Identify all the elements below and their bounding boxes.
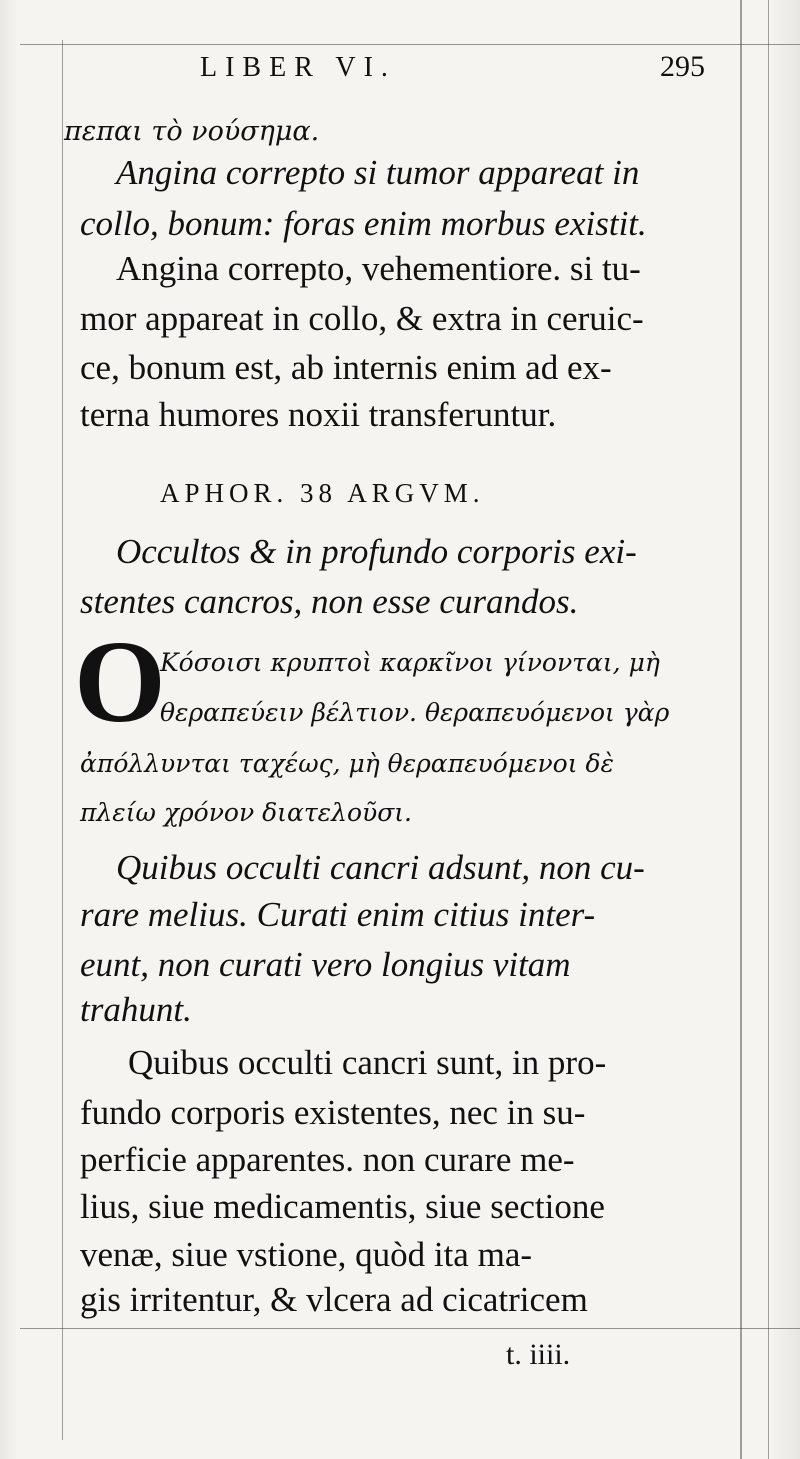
running-head: [0, 52, 800, 92]
greek-line-1: Κόσοισι κρυπτοὶ καρκῖνοι γίνονται, μὴ: [160, 648, 660, 677]
paragraph-3-line-3: eunt, non curati vero longius vitam: [80, 945, 571, 984]
greek-line-3: ἀπόλλυνται ταχέως, μὴ θεραπευόμενοι δὲ: [80, 749, 614, 778]
rule-edge: [768, 0, 769, 1459]
paragraph-4-line-1: Quibus occulti cancri sunt, in pro-: [128, 1043, 607, 1082]
paragraph-3-line-1: Quibus occulti cancri adsunt, non cu-: [116, 848, 645, 887]
drop-capital: O: [74, 616, 166, 747]
aphorism-heading: APHOR. 38 ARGVM.: [160, 478, 485, 508]
paragraph-4-line-6: gis irritentur, & vlcera ad cicatricem: [80, 1280, 588, 1319]
paragraph-3-line-2: rare melius. Curati enim citius inter-: [80, 895, 596, 934]
greek-line-4: πλείω χρόνον διατελοῦσι.: [80, 798, 413, 827]
greek-line-2: θεραπεύειν βέλτιον. θεραπευόμενοι γὰρ: [160, 698, 670, 727]
rule-right: [740, 0, 742, 1459]
running-title: LIBER VI.: [200, 52, 396, 83]
paragraph-4-line-3: perficie apparentes. non curare me-: [80, 1140, 575, 1179]
paragraph-4-line-4: lius, siue medicamentis, siue sectione: [80, 1187, 605, 1226]
paragraph-4-line-2: fundo corporis existentes, nec in su-: [80, 1093, 586, 1132]
paragraph-1-line-1: Angina correpto si tumor appareat in: [116, 153, 640, 192]
argument-line-1: Occultos & in profundo corporis exi-: [116, 532, 637, 571]
paragraph-2-line-4: terna humores noxii transferuntur.: [80, 395, 557, 434]
rule-bottom: [20, 1328, 800, 1329]
rule-left: [62, 40, 63, 1440]
paragraph-2-line-2: mor appareat in collo, & extra in ceruic-: [80, 299, 644, 338]
rule-top: [20, 44, 800, 45]
paragraph-1-line-2: collo, bonum: foras enim morbus existit.: [80, 204, 647, 243]
paragraph-2-line-1: Angina correpto, vehementiore. si tu-: [116, 249, 641, 288]
opening-line: πεπαι τὸ νούσημα.: [64, 116, 320, 147]
argument-line-2: stentes cancros, non esse curandos.: [80, 582, 579, 621]
signature-mark: t. iiii.: [506, 1338, 571, 1371]
paragraph-3-line-4: trahunt.: [80, 990, 192, 1029]
page-number: 295: [660, 50, 705, 83]
paragraph-4-line-5: venæ, siue vstione, quòd ita ma-: [80, 1235, 533, 1274]
paragraph-2-line-3: ce, bonum est, ab internis enim ad ex-: [80, 348, 612, 387]
